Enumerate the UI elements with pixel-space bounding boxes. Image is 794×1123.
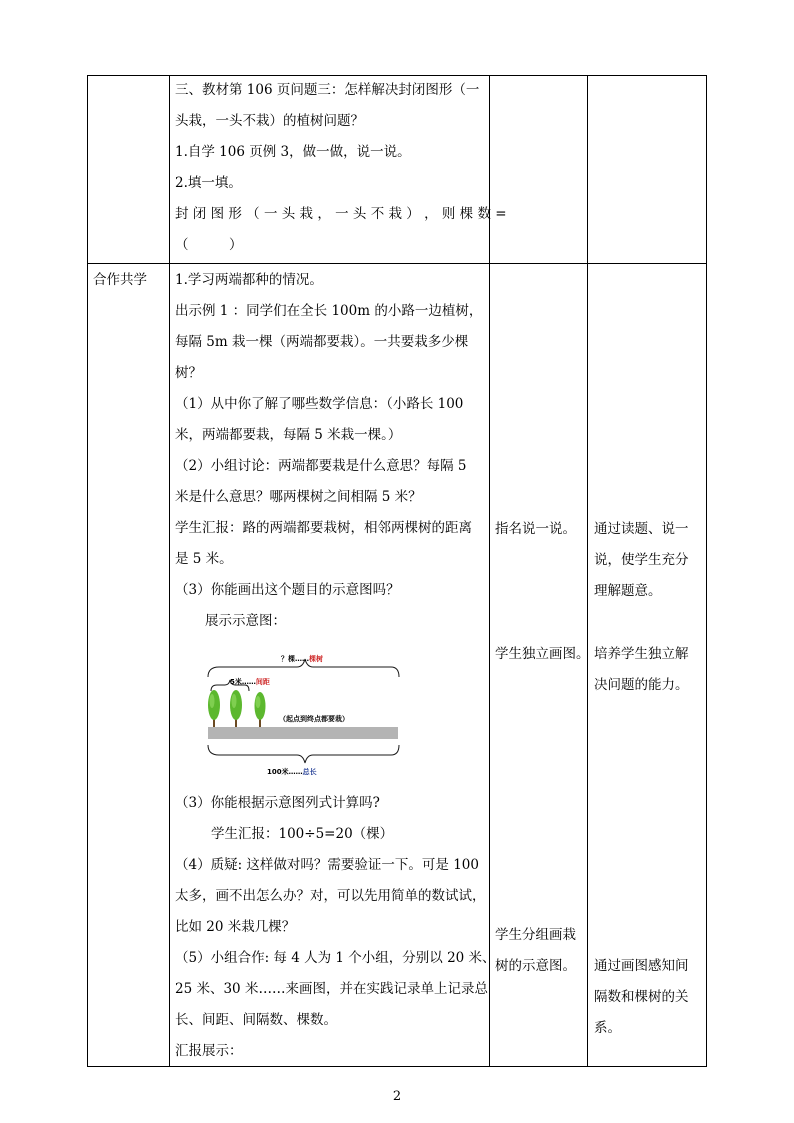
tree-icon [208,690,220,727]
text-line: 说，使学生充分 [594,552,689,568]
label-highlight: 棵树 [309,655,323,663]
text-line: 米是什么意思？哪两棵树之间相隔 5 米？ [175,489,422,505]
text-line: 头栽，一头不栽）的植树问题？ [175,113,364,129]
text-line: 是 5 米。 [175,551,233,567]
tree-planting-diagram [205,641,403,781]
text-line: 树的示意图。 [495,958,576,974]
label-part: 100米…… [267,768,303,776]
road-note: （起点到终点都要栽） [279,715,349,723]
bottom-brace [208,745,399,763]
text-line: 三、教材第 106 页问题三：怎样解决封闭图形（一 [175,82,480,98]
intent-a [594,514,689,607]
text-line: 1.学习两端都种的情况。 [175,272,323,288]
label-highlight: 总长 [302,768,317,776]
text-line: 隔数和棵树的关 [594,989,689,1005]
text-line: （ ） [175,237,243,253]
gap-label [230,677,270,687]
table-column-divider [169,75,170,1067]
cooperate-block-2 [175,788,496,1067]
road-bar [208,727,398,739]
text-line: 封 闭 图 形 （ 一 头 栽 ， 一 头 不 栽 ） ， 则 棵 数 = [175,206,507,222]
cooperate-block [175,265,482,637]
intent-b [594,639,689,701]
text-line: 通过读题、说一 [594,521,689,537]
text-line: 学生汇报：100÷5=20（棵） [211,826,394,842]
student-activity-b: 学生独立画图。 [495,646,590,662]
label-part: ？棵…… [281,655,309,663]
student-activity-c [495,920,576,982]
text-line: 太多，画不出怎么办？对，可以先用简单的数试试， [175,888,486,904]
tree-icon [255,692,266,727]
intent-c [594,951,689,1044]
stage-label: 合作共学 [93,272,147,288]
text-line: 理解题意。 [594,583,662,599]
text-line: 培养学生独立解 [594,646,689,662]
text-line: 系。 [594,1020,621,1036]
text-line: 1.自学 106 页例 3，做一做，说一说。 [175,144,411,160]
text-line: （5）小组合作: 每 4 人为 1 个小组，分别以 20 米、 [175,950,496,966]
total-length-label [267,767,317,777]
section3-block [175,75,507,261]
label-part: 5米…… [230,678,256,686]
text-line: 树？ [175,365,202,381]
text-line: （2）小组讨论：两端都要栽是什么意思？每隔 5 [175,458,467,474]
text-line: 2.填一填。 [175,175,242,191]
text-line: （4）质疑: 这样做对吗？需要验证一下。可是 100 [175,857,479,873]
student-activity-a: 指名说一说。 [495,521,576,537]
label-highlight: 间距 [255,678,270,686]
text-line: 通过画图感知间 [594,958,689,974]
text-line: （3）你能画出这个题目的示意图吗？ [175,582,400,598]
table-column-divider [587,75,588,1067]
text-line: 比如 20 米栽几棵？ [175,919,296,935]
text-line: 学生分组画栽 [495,927,576,943]
text-line: 汇报展示： [175,1043,243,1059]
text-line: 决问题的能力。 [594,677,689,693]
text-line: 出示例 1 ：同学们在全长 100m 的小路一边植树， [175,303,483,319]
text-line: 学生汇报：路的两端都要栽树，相邻两棵树的距离 [175,520,472,536]
lesson-plan-table [87,75,707,1067]
text-line: （3）你能根据示意图列式计算吗? [175,795,380,811]
text-line: （1）从中你了解了哪些数学信息：（小路长 100 [175,396,464,412]
tree-count-label [281,654,323,664]
text-line: 展示示意图： [205,613,286,629]
table-border-left [87,75,88,1067]
table-border-right [706,75,707,1067]
text-line: 25 米、30 米……来画图，并在实践记录单上记录总 [175,981,488,997]
text-line: 长、间距、间隔数、棵数。 [175,1012,337,1028]
tree-icon [230,690,242,727]
text-line: 每隔 5m 栽一棵（两端都要栽）。一共要栽多少棵 [175,334,469,350]
text-line: 米，两端都要栽，每隔 5 米栽一棵。） [175,427,402,443]
table-row-divider [87,263,707,264]
page-number: 2 [392,1089,402,1104]
